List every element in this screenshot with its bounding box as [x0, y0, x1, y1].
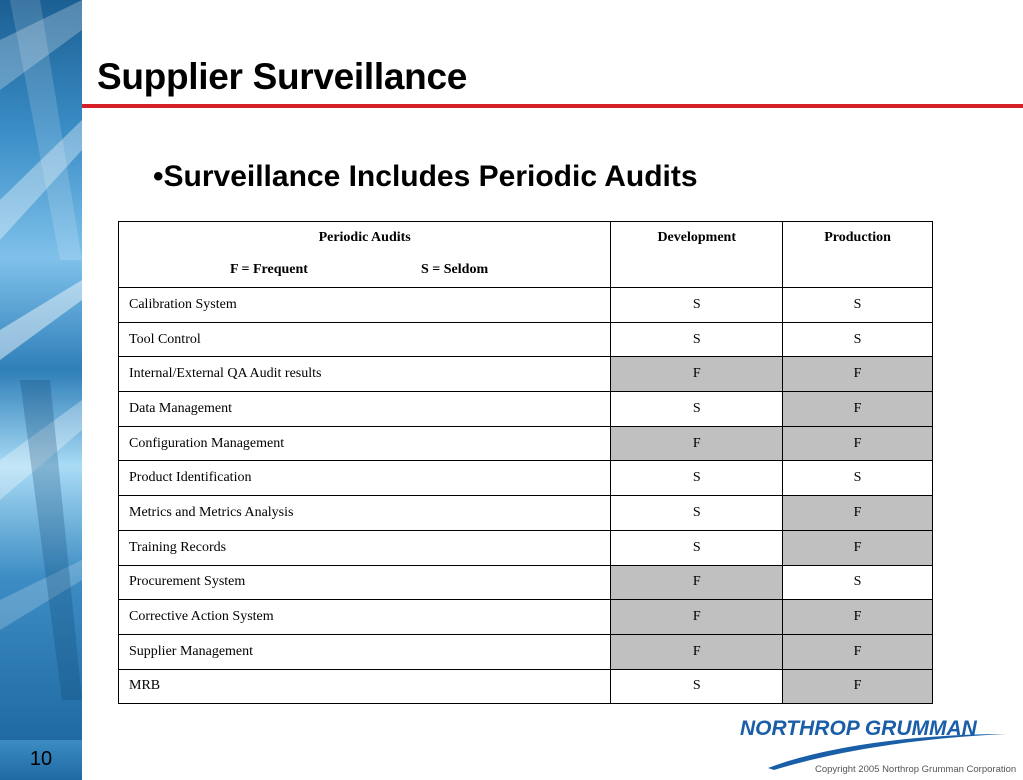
audit-item-cell: Configuration Management [119, 426, 611, 461]
audit-item-cell: Calibration System [119, 288, 611, 323]
development-frequency-cell: F [611, 426, 783, 461]
northrop-grumman-logo [740, 712, 1010, 772]
table-row [119, 322, 933, 357]
slide-title: Supplier Surveillance [97, 56, 468, 97]
copyright-notice: Copyright 2005 Northrop Grumman Corporation [815, 764, 1017, 775]
audit-item-cell: Procurement System [119, 565, 611, 600]
decorative-side-strip [0, 0, 82, 740]
header-title: Periodic Audits [318, 230, 411, 245]
production-frequency-cell: F [783, 426, 933, 461]
development-frequency-cell: S [611, 322, 783, 357]
audit-item-cell: MRB [119, 669, 611, 704]
logo-text: NORTHROP GRUMMAN [740, 717, 977, 740]
page-number: 10 [29, 748, 53, 770]
production-frequency-cell: S [783, 288, 933, 323]
table-header-row [119, 222, 933, 288]
audit-item-cell: Data Management [119, 392, 611, 427]
production-frequency-cell: S [783, 461, 933, 496]
title-divider [82, 104, 1023, 108]
table-row [119, 530, 933, 565]
light-streaks-graphic [0, 0, 82, 740]
production-frequency-cell: F [783, 600, 933, 635]
table-row [119, 392, 933, 427]
table-body [119, 288, 933, 704]
table-row [119, 288, 933, 323]
production-frequency-cell: F [783, 634, 933, 669]
audit-item-cell: Supplier Management [119, 634, 611, 669]
development-frequency-cell: S [611, 288, 783, 323]
table-row [119, 496, 933, 531]
development-frequency-cell: S [611, 392, 783, 427]
development-frequency-cell: F [611, 357, 783, 392]
bullet-point: •Surveillance Includes Periodic Audits [153, 160, 698, 193]
audit-item-cell: Tool Control [119, 322, 611, 357]
audit-item-cell: Metrics and Metrics Analysis [119, 496, 611, 531]
development-frequency-cell: F [611, 600, 783, 635]
production-frequency-cell: S [783, 322, 933, 357]
header-periodic-audits [119, 222, 611, 288]
legend-seldom: S = Seldom [421, 262, 489, 277]
production-frequency-cell: F [783, 669, 933, 704]
periodic-audits-table [118, 221, 933, 704]
development-frequency-cell: S [611, 496, 783, 531]
table-row [119, 461, 933, 496]
production-frequency-cell: F [783, 357, 933, 392]
production-frequency-cell: F [783, 496, 933, 531]
header-production: Production [783, 222, 933, 288]
audit-item-cell: Internal/External QA Audit results [119, 357, 611, 392]
development-frequency-cell: F [611, 565, 783, 600]
development-frequency-cell: S [611, 461, 783, 496]
table-row [119, 669, 933, 704]
production-frequency-cell: F [783, 392, 933, 427]
table-row [119, 426, 933, 461]
legend-frequent: F = Frequent [230, 262, 308, 277]
audit-item-cell: Corrective Action System [119, 600, 611, 635]
audit-item-cell: Product Identification [119, 461, 611, 496]
production-frequency-cell: F [783, 530, 933, 565]
table-row [119, 565, 933, 600]
header-development: Development [611, 222, 783, 288]
table-row [119, 357, 933, 392]
table-row [119, 600, 933, 635]
development-frequency-cell: F [611, 634, 783, 669]
production-frequency-cell: S [783, 565, 933, 600]
development-frequency-cell: S [611, 530, 783, 565]
audit-item-cell: Training Records [119, 530, 611, 565]
table-row [119, 634, 933, 669]
development-frequency-cell: S [611, 669, 783, 704]
